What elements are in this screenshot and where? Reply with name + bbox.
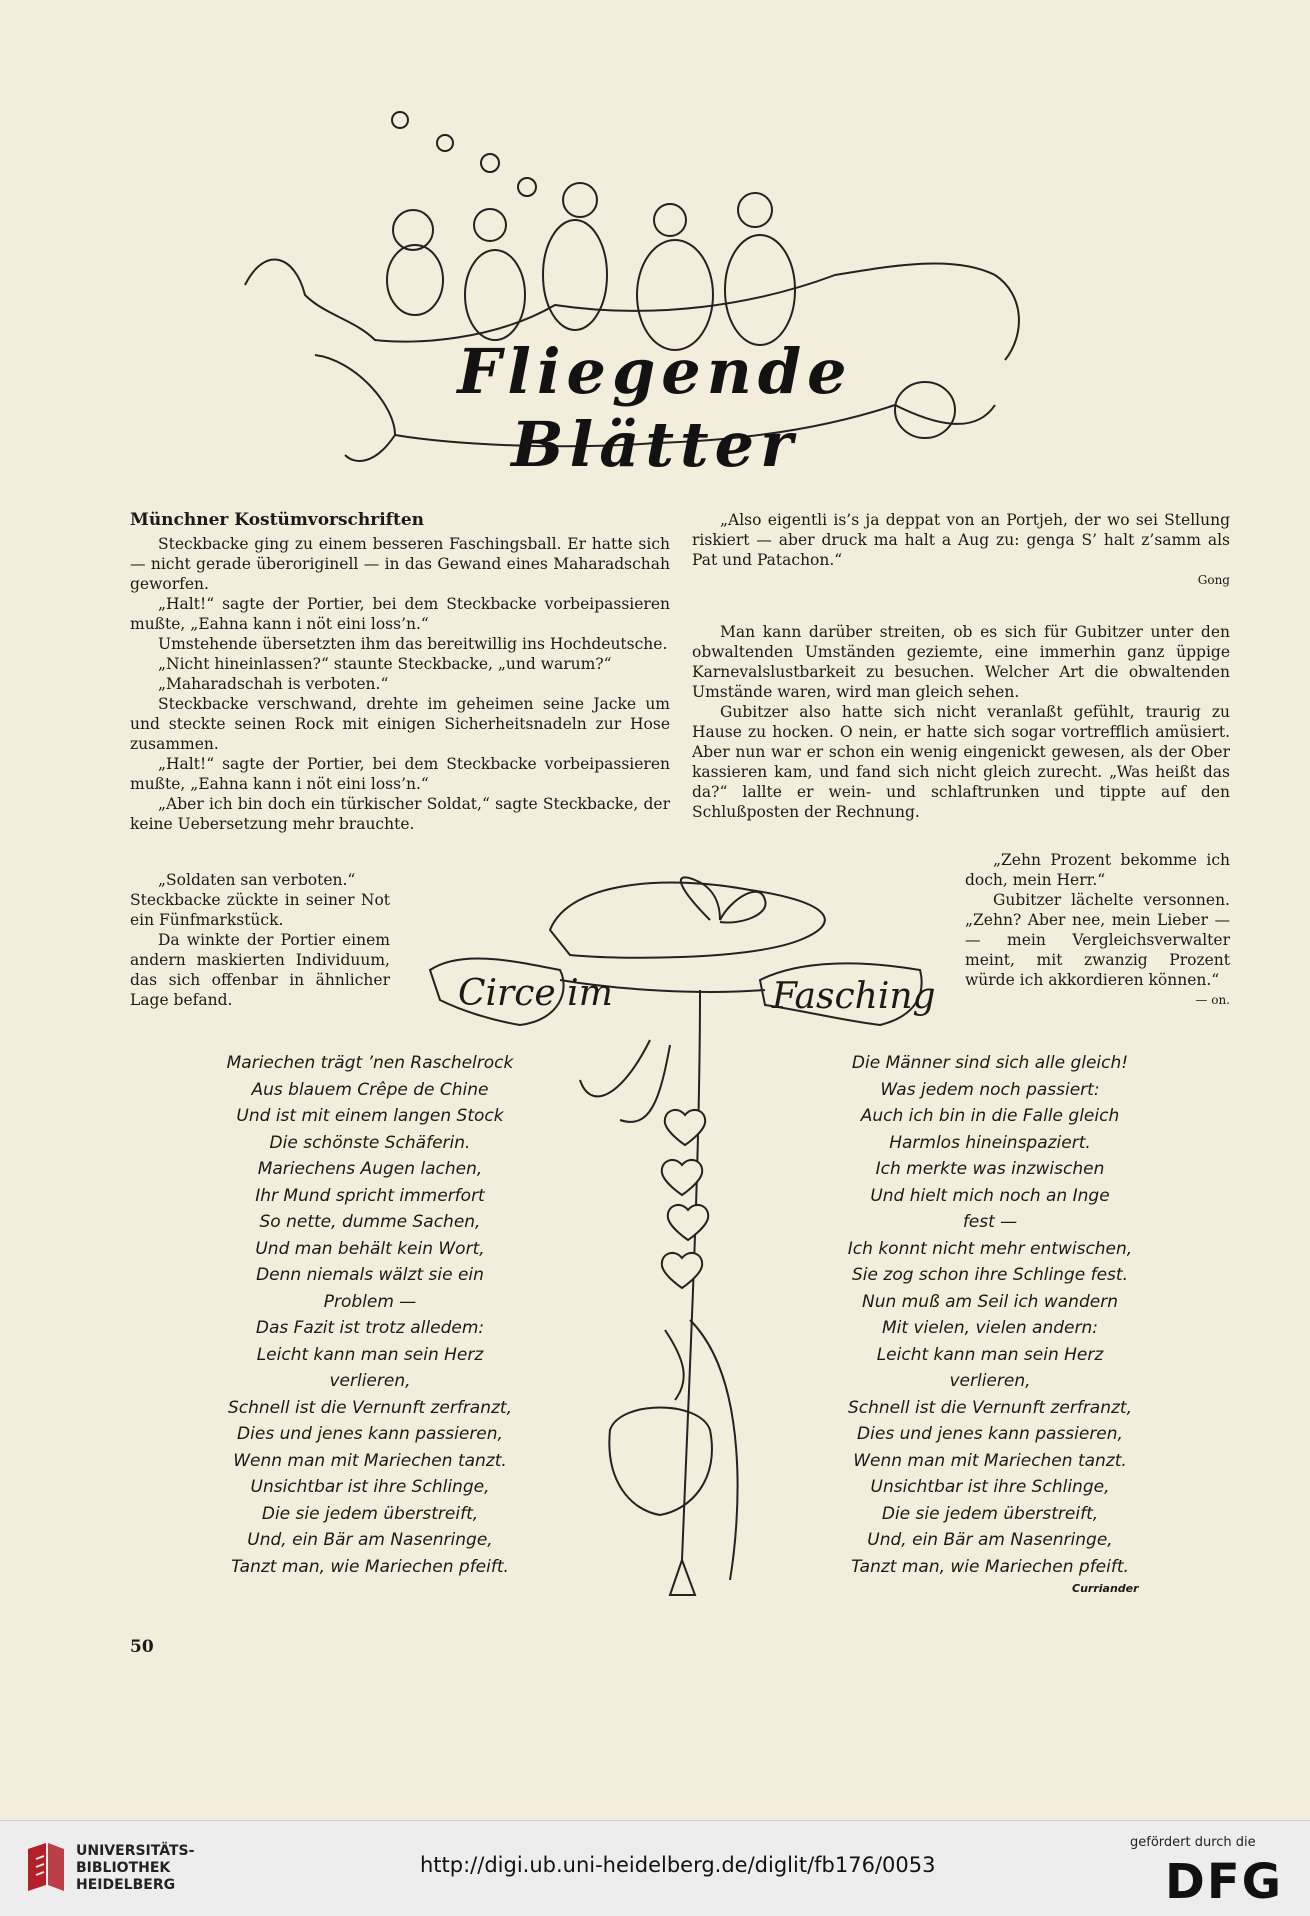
poem-line: Auch ich bin in die Falle gleich (860, 1106, 1120, 1126)
poem-line: Unsichtbar ist ihre Schlinge, (870, 1477, 1110, 1497)
poem-line: Und, ein Bär am Nasenringe, (867, 1530, 1113, 1550)
article-kostuemvorschriften (130, 510, 670, 834)
dfg-logo: DFG (1165, 1854, 1284, 1910)
poem-line: Ich konnt nicht mehr entwischen, (847, 1238, 1133, 1259)
poem-line: Leicht kann man sein Herz (876, 1344, 1104, 1365)
poem-left-stanza (200, 1050, 540, 1580)
poem-line: Sie zog schon ihre Schlinge fest. (852, 1265, 1128, 1285)
poem-line: verlieren, (329, 1371, 411, 1391)
poem-right-stanza (820, 1050, 1160, 1580)
article-signature: Gong (1197, 573, 1230, 587)
page-number: 50 (130, 1637, 154, 1657)
article-paragraph: „Nicht hineinlassen?“ staunte Steckbacke, „und warum?“ (158, 655, 612, 673)
library-logo-icon (22, 1839, 68, 1897)
article-paragraph: „Also eigentli is’s ja deppat von an Portjeh, der wo sei Stellung riskiert — aber druck ma halt a Aug zu: genga S’ halt z’samm als Pat und Patachon.“ (692, 511, 1230, 569)
poem-line: Die sie jedem überstreift, (261, 1503, 479, 1524)
poem-line: Ich merkte was inzwischen (875, 1159, 1105, 1179)
article-gubitzer-narrow (965, 850, 1230, 1010)
poem-line: Wenn man mit Mariechen tanzt. (853, 1450, 1127, 1471)
poem-line: Schnell ist die Vernunft zerfranzt, (847, 1397, 1132, 1418)
article-paragraph: „Soldaten san verboten.“ (158, 871, 356, 889)
poem-line: Das Fazit ist trotz alledem: (255, 1318, 485, 1338)
poem-line: Wenn man mit Mariechen tanzt. (233, 1450, 507, 1471)
article-paragraph: Steckbacke ging zu einem besseren Faschingsball. Er hatte sich — nicht gerade überoriginell — in das Gewand eines Maharadschah geworfen. (130, 535, 670, 593)
circe-title-left: Circe im (458, 973, 613, 1014)
article-paragraph: Umstehende übersetzten ihm das bereitwillig ins Hochdeutsche. (158, 635, 668, 653)
poem-line: Ihr Mund spricht immerfort (255, 1185, 485, 1206)
article-gubitzer (692, 622, 1230, 822)
poem-line: Aus blauem Crêpe de Chine (251, 1079, 489, 1100)
library-name-line: UNIVERSITÄTS- (76, 1843, 195, 1859)
article-paragraph: Da winkte der Portier einem andern maskierten Individuum, das sich offenbar in ähnlicher Lage befand. (130, 931, 390, 1009)
poem-line: Was jedem noch passiert: (880, 1079, 1100, 1100)
circe-title-right: Fasching (772, 976, 936, 1017)
funding-note: gefördert durch die (1130, 1835, 1256, 1850)
poem-line: verlieren, (949, 1371, 1031, 1391)
poem-line: Harmlos hineinspaziert. (889, 1132, 1091, 1153)
article-signature: — on. (1195, 993, 1230, 1007)
poem-line: Nun muß am Seil ich wandern (862, 1291, 1118, 1312)
article-paragraph: „Halt!“ sagte der Portier, bei dem Steckbacke vorbeipassieren mußte, „Eahna kann i nöt eini loss’n.“ (130, 755, 670, 793)
poem-line: Mariechens Augen lachen, (257, 1159, 483, 1179)
permalink-url[interactable]: http://digi.ub.uni-heidelberg.de/diglit/fb176/0053 (420, 1853, 936, 1877)
article-paragraph: „Aber ich bin doch ein türkischer Soldat,“ sagte Steckbacke, der keine Uebersetzung mehr brauchte. (130, 795, 670, 833)
poem-line: Dies und jenes kann passieren, (237, 1424, 503, 1444)
article-paragraph: Steckbacke verschwand, drehte im geheimen seine Jacke um und steckte seinen Rock mit einigen Sicherheitsnadeln zur Hose zusammen. (130, 695, 670, 753)
library-name-line: BIBLIOTHEK (76, 1860, 171, 1876)
poem-line: Mariechen trägt ’nen Raschelrock (226, 1053, 514, 1073)
poem-line: Die Männer sind sich alle gleich! (851, 1053, 1129, 1073)
article-paragraph: „Zehn Prozent bekomme ich doch, mein Herr.“ (965, 851, 1230, 889)
poem-line: Dies und jenes kann passieren, (857, 1424, 1123, 1444)
poem-line: Tanzt man, wie Mariechen pfeift. (231, 1556, 509, 1577)
poem-line: fest — (962, 1212, 1018, 1232)
library-name (76, 1843, 194, 1894)
poem-line: Und man behält kein Wort, (255, 1238, 485, 1259)
poem-line: Problem — (323, 1291, 417, 1312)
poem-line: Und hielt mich noch an Inge (870, 1185, 1110, 1206)
article-paragraph: Man kann darüber streiten, ob es sich für Gubitzer unter den obwaltenden Umständen geziemte, eine immerhin ganz üppige Karnevalslustbarkeit zu besuchen. Welcher Art die obwaltenden Umstände waren, wird man gleich sehen. (692, 623, 1230, 701)
library-name-line: HEIDELBERG (76, 1877, 176, 1893)
article-kostuemvorschriften-narrow (130, 870, 390, 1010)
article-paragraph: Gubitzer lächelte versonnen. „Zehn? Aber nee, mein Lieber — — mein Vergleichsverwalter meint, mit zwanzig Prozent würde ich akkordieren können.“ (965, 891, 1230, 989)
footer-bar (0, 1820, 1310, 1916)
poem-line: Und ist mit einem langen Stock (236, 1106, 504, 1126)
poem-author: Curriander (1072, 1582, 1139, 1595)
poem-line: Die schönste Schäferin. (269, 1132, 471, 1153)
poem-line: Und, ein Bär am Nasenringe, (247, 1530, 493, 1550)
poem-line: Unsichtbar ist ihre Schlinge, (250, 1477, 490, 1497)
masthead-title: Fliegende Blätter (457, 335, 853, 481)
poem-line: Schnell ist die Vernunft zerfranzt, (227, 1397, 512, 1418)
article-headline: Münchner Kostümvorschriften (130, 510, 425, 530)
poem-line: So nette, dumme Sachen, (259, 1212, 481, 1232)
poem-line: Tanzt man, wie Mariechen pfeift. (851, 1556, 1129, 1577)
poem-line: Leicht kann man sein Herz (256, 1344, 484, 1365)
poem-line: Mit vielen, vielen andern: (881, 1318, 1098, 1338)
poem-line: Die sie jedem überstreift, (881, 1503, 1099, 1524)
article-continuation (692, 510, 1230, 590)
article-paragraph: Gubitzer also hatte sich nicht veranlaßt gefühlt, traurig zu Hause zu hocken. O nein, er hatte sich sogar vortrefflich amüsiert. Aber nun war er schon ein wenig eingenickt gewesen, als der Ober kassieren kam, und fand sich nicht gleich zurecht. „Was heißt das da?“ lallte er wein- und schlaftrunken und tippte auf den Schlußposten der Rechnung. (692, 703, 1230, 821)
poem-line: Denn niemals wälzt sie ein (256, 1265, 484, 1285)
article-paragraph: „Maharadschah is verboten.“ (158, 675, 389, 693)
article-paragraph: Steckbacke zückte in seiner Not ein Fünfmarkstück. (130, 891, 390, 929)
article-paragraph: „Halt!“ sagte der Portier, bei dem Steckbacke vorbeipassieren mußte, „Eahna kann i nöt eini loss’n.“ (130, 595, 670, 633)
